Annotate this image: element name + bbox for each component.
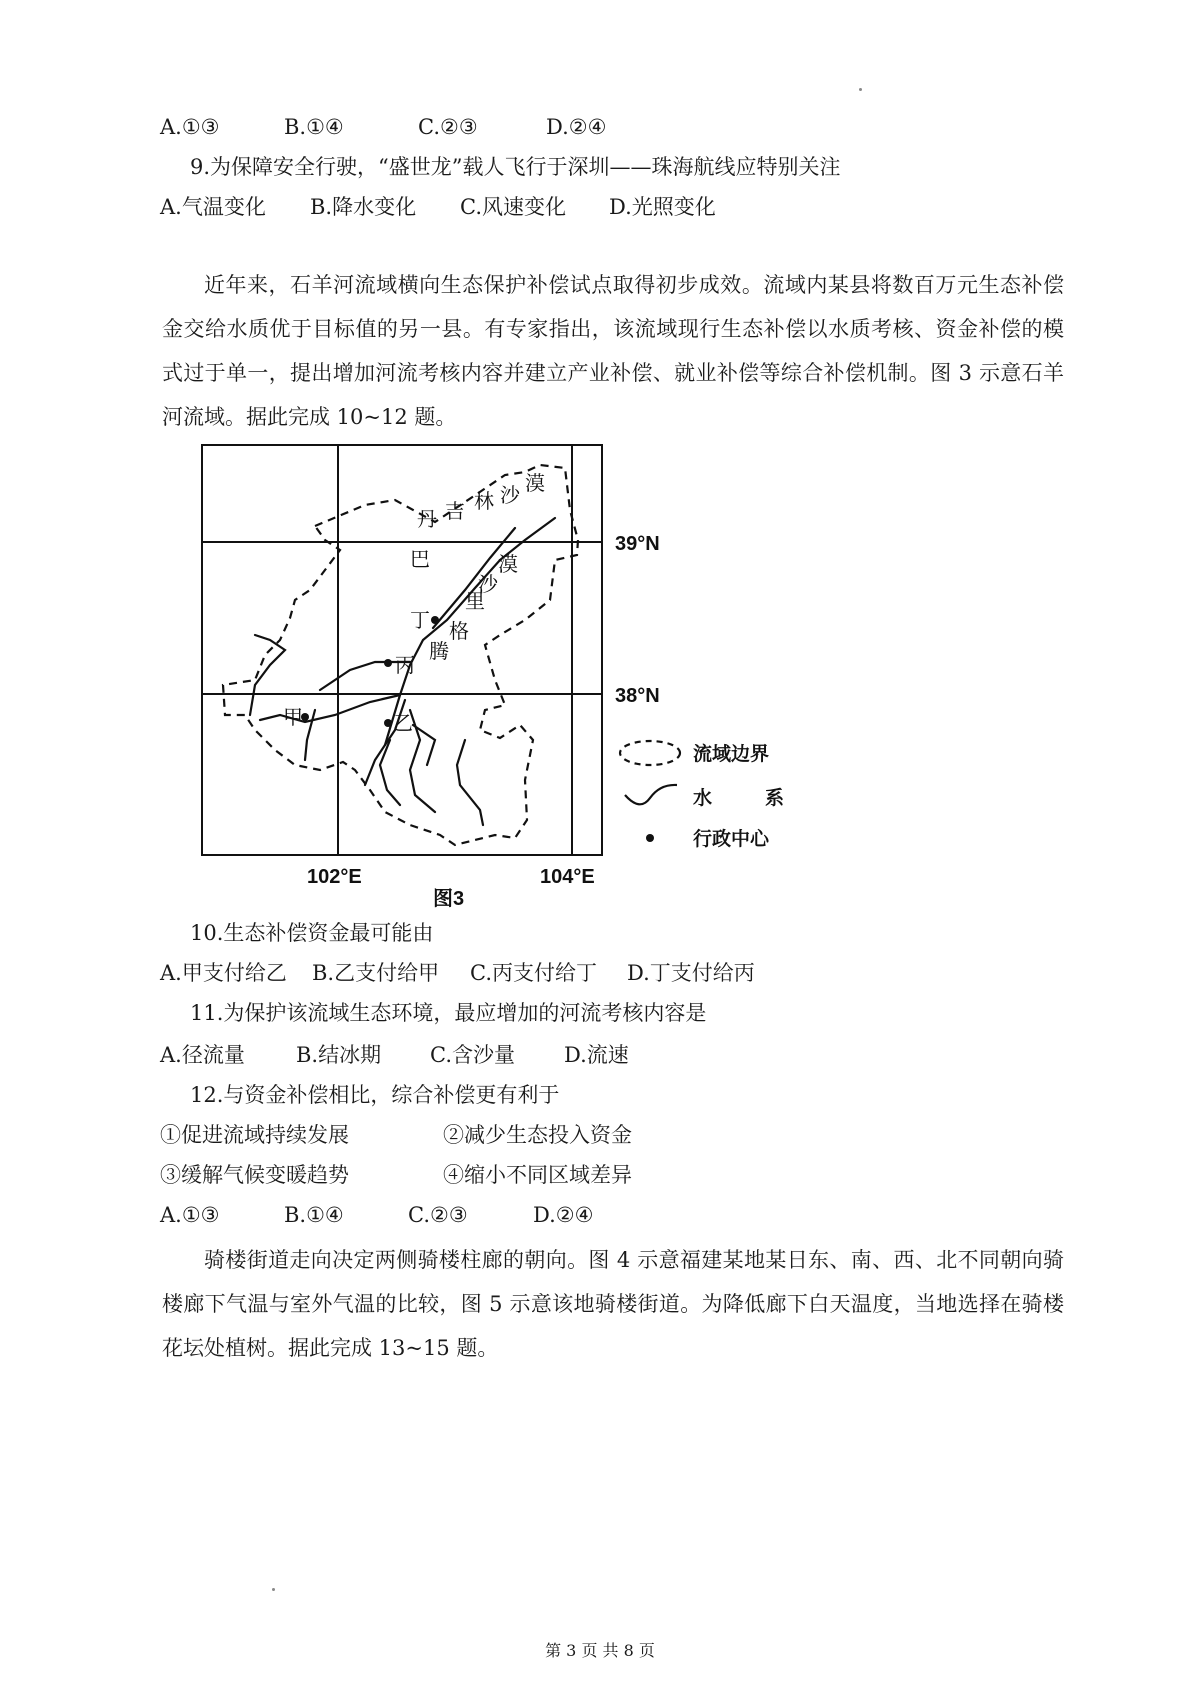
desert2-char-3: 里 bbox=[465, 589, 485, 613]
q10-option-d: D.丁支付给丙 bbox=[627, 961, 755, 985]
admin-center-bing bbox=[384, 659, 392, 667]
scan-dot-top bbox=[859, 88, 862, 91]
desert1-char-2: 丹 bbox=[417, 507, 437, 531]
lon-label-102: 102°E bbox=[307, 866, 362, 888]
river-west-2 bbox=[260, 695, 400, 722]
place-jia: 甲 bbox=[283, 705, 303, 729]
q11-option-d: D.流速 bbox=[564, 1043, 629, 1067]
desert1-char-6: 漠 bbox=[525, 471, 545, 495]
q11-option-c: C.含沙量 bbox=[430, 1043, 515, 1067]
desert2-char-4: 沙 bbox=[478, 572, 498, 596]
q8-option-d: D.②④ bbox=[546, 115, 607, 139]
place-yi: 乙 bbox=[393, 711, 413, 735]
q8-option-b: B.①④ bbox=[284, 115, 344, 139]
map-legend bbox=[620, 741, 784, 850]
q12-item-3: ③缓解气候变暖趋势 bbox=[160, 1163, 349, 1187]
passage-shiyang-river: 近年来，石羊河流域横向生态保护补偿试点取得初步成效。流域内某县将数百万元生态补偿金交给水质优于目标值的另一县。有专家指出，该流域现行生态补偿以水质考核、资金补偿的模式过于单一，提出增加河流考核内容并建立产业补偿、就业补偿等综合补偿机制。图 3 示意石羊河流域。据此完成 10~12 题。 bbox=[162, 273, 1064, 429]
place-ding: 丁 bbox=[410, 608, 430, 632]
admin-center-yi bbox=[384, 719, 392, 727]
q10-stem: 10.生态补偿资金最可能由 bbox=[190, 921, 434, 945]
figure-3-shiyang-river-map bbox=[195, 440, 815, 910]
scan-dot-bottom bbox=[272, 1588, 275, 1591]
q12-item-1: ①促进流域持续发展 bbox=[160, 1123, 349, 1147]
desert2-char-1: 腾 bbox=[429, 639, 449, 663]
legend-center-symbol bbox=[646, 834, 654, 842]
river-south-4 bbox=[457, 740, 483, 825]
q11-option-a: A.径流量 bbox=[160, 1043, 245, 1067]
page-footer: 第 3 页 共 8 页 bbox=[545, 1641, 655, 1660]
river-west-3 bbox=[250, 635, 285, 715]
desert1-char-5: 沙 bbox=[500, 483, 520, 507]
q12-stem: 12.与资金补偿相比，综合补偿更有利于 bbox=[190, 1083, 560, 1107]
q9-stem: 9.为保障安全行驶，“盛世龙”载人飞行于深圳——珠海航线应特别关注 bbox=[190, 155, 841, 179]
q9-option-b: B.降水变化 bbox=[310, 195, 417, 219]
passage-qilou-street: 骑楼街道走向决定两侧骑楼柱廊的朝向。图 4 示意福建某地某日东、南、西、北不同朝向骑楼廊下气温与室外气温的比较，图 5 示意该地骑楼街道。为降低廊下白天温度，当地选择在骑楼花坛处植树。据此完成 13~15 题。 bbox=[162, 1248, 1064, 1360]
q12-option-a: A.①③ bbox=[160, 1203, 220, 1227]
q10-option-c: C.丙支付给丁 bbox=[470, 961, 597, 985]
q10-option-a: A.甲支付给乙 bbox=[160, 961, 287, 985]
figure-caption: 图3 bbox=[433, 888, 465, 910]
desert1-char-4: 林 bbox=[474, 489, 494, 513]
lat-label-39: 39°N bbox=[615, 533, 660, 555]
place-bing: 丙 bbox=[395, 653, 415, 677]
q12-item-4: ④缩小不同区域差异 bbox=[443, 1163, 632, 1187]
legend-boundary-label: 流域边界 bbox=[693, 743, 770, 765]
q8-option-c: C.②③ bbox=[418, 115, 478, 139]
legend-boundary-symbol bbox=[620, 741, 680, 765]
admin-center-ding bbox=[431, 616, 439, 624]
legend-water-label-b: 系 bbox=[765, 787, 785, 809]
q12-option-b: B.①④ bbox=[284, 1203, 344, 1227]
map-grid bbox=[202, 445, 602, 855]
lon-label-104: 104°E bbox=[540, 866, 595, 888]
desert2-char-5: 漠 bbox=[498, 552, 518, 576]
legend-water-label-a: 水 bbox=[693, 787, 713, 809]
legend-center-label: 行政中心 bbox=[693, 828, 770, 850]
q10-option-b: B.乙支付给甲 bbox=[312, 961, 440, 985]
q8-option-a: A.①③ bbox=[160, 115, 220, 139]
q12-option-d: D.②④ bbox=[533, 1203, 594, 1227]
desert2-char-2: 格 bbox=[449, 619, 469, 643]
legend-water-symbol bbox=[625, 785, 677, 804]
q9-option-d: D.光照变化 bbox=[609, 195, 716, 219]
q9-option-c: C.风速变化 bbox=[460, 195, 566, 219]
q11-option-b: B.结冰期 bbox=[296, 1043, 382, 1067]
q12-item-2: ②减少生态投入资金 bbox=[443, 1123, 632, 1147]
desert1-char-3: 吉 bbox=[445, 499, 465, 523]
q12-option-c: C.②③ bbox=[408, 1203, 468, 1227]
q11-stem: 11.为保护该流域生态环境，最应增加的河流考核内容是 bbox=[190, 1001, 707, 1025]
q9-option-a: A.气温变化 bbox=[160, 195, 266, 219]
desert1-char-1: 巴 bbox=[410, 547, 430, 571]
lat-label-38: 38°N bbox=[615, 685, 660, 707]
